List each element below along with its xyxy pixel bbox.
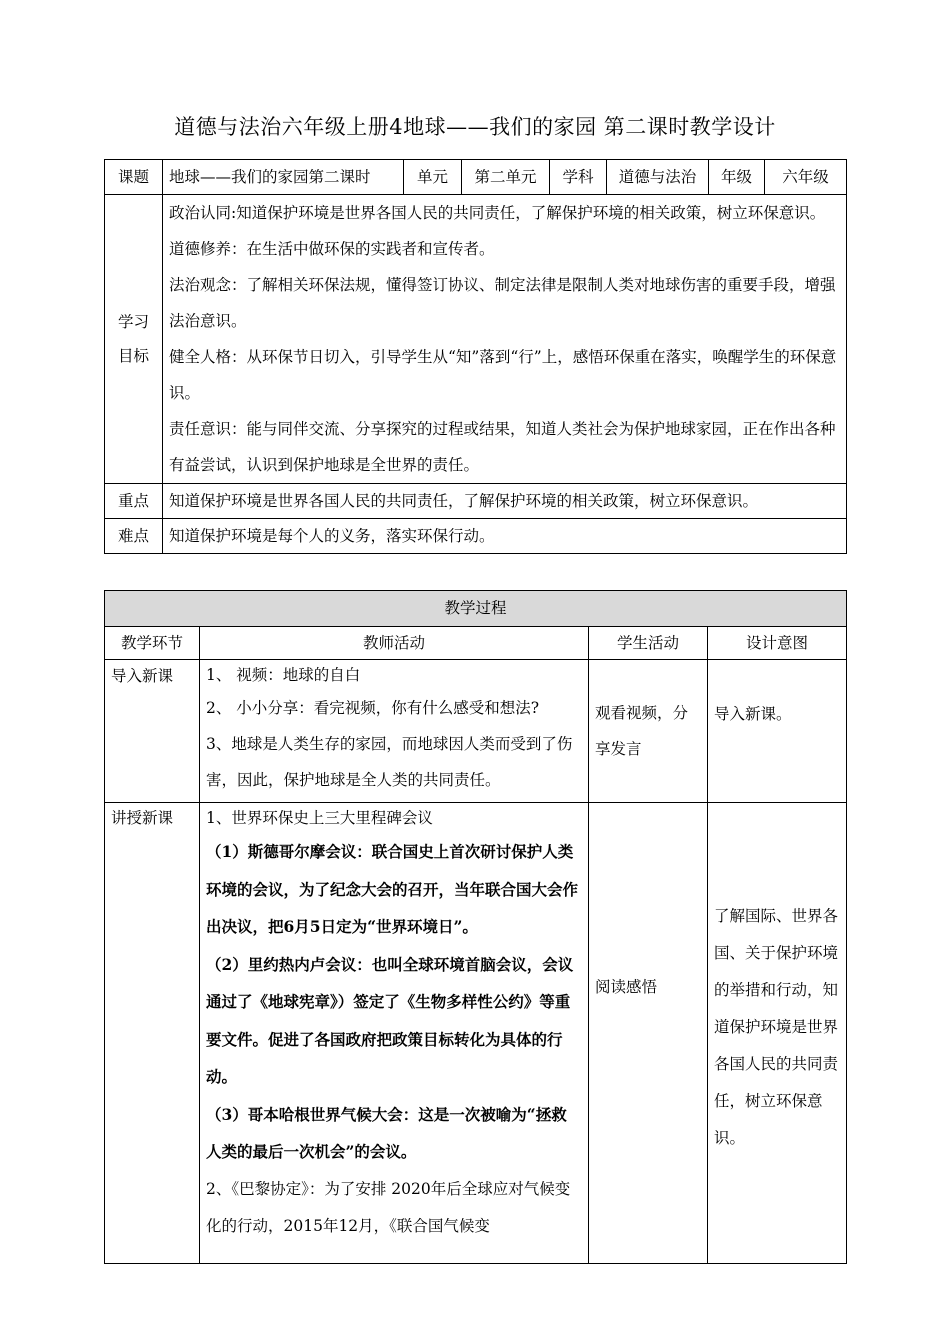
lecture-teacher-bold: （3）哥本哈根世界气候大会：这是一次被喻为“拯救人类的最后一次机会”的会议。	[206, 1104, 567, 1161]
objectives-content	[163, 195, 847, 484]
lecture-student: 阅读感悟	[589, 803, 708, 1264]
difficulty-text: 知道保护环境是每个人的义务，落实环保行动。	[163, 519, 847, 554]
intro-student: 观看视频，分享发言	[589, 660, 708, 803]
intro-stage: 导入新课	[105, 660, 200, 803]
lecture-row	[105, 803, 847, 1264]
topic-label: 课题	[105, 160, 163, 195]
objectives-label	[105, 195, 163, 484]
process-heading: 教学过程	[105, 591, 847, 627]
key-point-text: 知道保护环境是世界各国人民的共同责任，了解保护环境的相关政策，树立环保意识。	[163, 484, 847, 519]
lecture-stage: 讲授新课	[105, 803, 200, 1264]
objectives-row	[105, 195, 847, 484]
objective-item: 政治认同:知道保护环境是世界各国人民的共同责任，了解保护环境的相关政策，树立环保意识。	[169, 204, 826, 222]
lecture-intent: 了解国际、世界各国、关于保护环境的举措和行动，知道保护环境是世界各国人民的共同责任，树立环保意识。	[708, 803, 847, 1264]
unit-label: 单元	[404, 160, 462, 195]
objective-item: 道德修养：在生活中做环保的实践者和宣传者。	[169, 240, 495, 258]
intro-teacher-line: 3、地球是人类生存的家园，而地球因人类而受到了伤害，因此，保护地球是全人类的共同责任。	[206, 735, 573, 789]
objectives-label-line2: 目标	[117, 347, 149, 365]
intro-teacher-line: 1、 视频：地球的自白	[206, 666, 361, 684]
intro-intent: 导入新课。	[708, 660, 847, 803]
header-row	[105, 160, 847, 195]
difficulty-label: 难点	[105, 519, 163, 554]
objective-item: 健全人格：从环保节日切入，引导学生从“知”落到“行”上，感悟环保重在落实，唤醒学生的环保意识。	[169, 348, 837, 402]
lecture-teacher-bold: （2）里约热内卢会议：也叫全球环境首脑会议，会议通过了《地球宪章》）签定了《生物多样性公约》等重要文件。促进了各国政府把政策目标转化为具体的行动。	[206, 954, 574, 1086]
lecture-teacher	[200, 803, 589, 1264]
subject-value: 道德与法治	[607, 160, 709, 195]
lecture-teacher-tail: 2、《巴黎协定》：为了安排 2020年后全球应对气候变化的行动，2015年12月，《联合国气候变	[206, 1179, 571, 1235]
column-header: 学生活动	[589, 627, 708, 660]
grade-value: 六年级	[765, 160, 847, 195]
process-header-row	[105, 627, 847, 660]
process-table	[104, 590, 847, 1264]
subject-label: 学科	[550, 160, 607, 195]
column-header: 教学环节	[105, 627, 200, 660]
intro-teacher-line: 2、 小小分享：看完视频，你有什么感受和想法?	[206, 699, 540, 717]
difficulty-row	[105, 519, 847, 554]
intro-row	[105, 660, 847, 803]
objective-item: 法治观念：了解相关环保法规，懂得签订协议、制定法律是限制人类对地球伤害的重要手段，增强法治意识。	[169, 276, 836, 330]
lecture-teacher-bold: （1）斯德哥尔摩会议：联合国史上首次研讨保护人类环境的会议，为了纪念大会的召开，当年联合国大会作出决议，把6月5日定为“世界环境日”。	[206, 842, 579, 936]
column-header: 教师活动	[200, 627, 589, 660]
column-header: 设计意图	[708, 627, 847, 660]
key-point-label: 重点	[105, 484, 163, 519]
intro-teacher	[200, 660, 589, 803]
objective-item: 责任意识：能与同伴交流、分享探究的过程或结果，知道人类社会为保护地球家园，正在作出各种有益尝试，认识到保护地球是全世界的责任。	[169, 420, 836, 474]
info-table	[104, 159, 847, 554]
key-point-row	[105, 484, 847, 519]
lecture-teacher-heading: 1、世界环保史上三大里程碑会议	[206, 809, 433, 827]
page-title: 道德与法治六年级上册4地球——我们的家园 第二课时教学设计	[174, 115, 776, 139]
topic-value: 地球——我们的家园第二课时	[163, 160, 404, 195]
unit-value: 第二单元	[462, 160, 550, 195]
grade-label: 年级	[709, 160, 765, 195]
objectives-label-line1: 学习	[117, 313, 149, 331]
